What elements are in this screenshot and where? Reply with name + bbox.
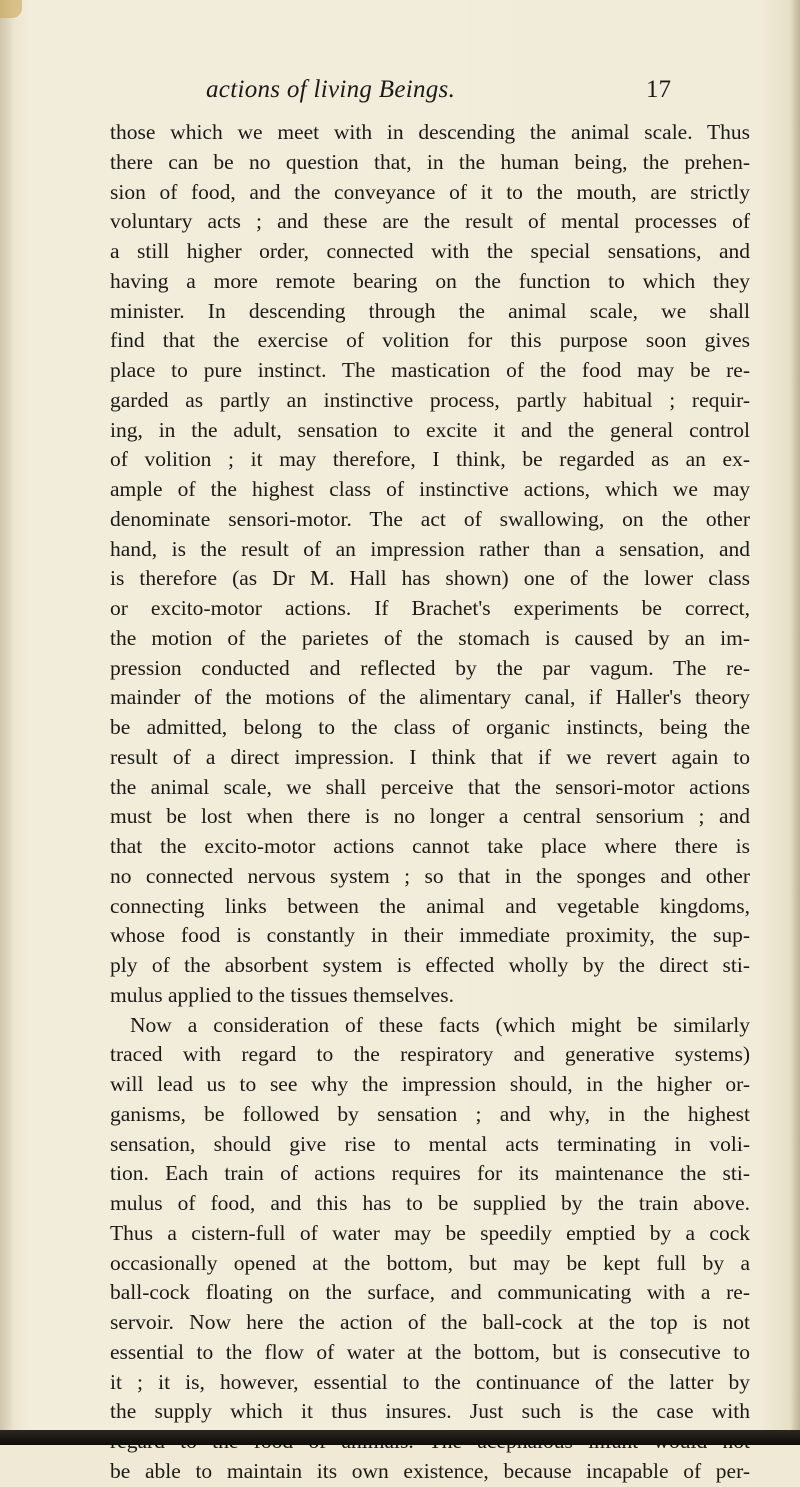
text-line: must be lost when there is no longer a central sensorium ; and (110, 804, 750, 829)
text-line: ample of the highest class of instinctive actions, which we may (110, 477, 750, 501)
text-line: pression conducted and reflected by the par vagum. The re- (110, 655, 750, 680)
text-line: servoir. Now here the action of the ball-cock at the top is not (110, 1310, 750, 1334)
text-line: it ; it is, however, essential to the continuance of the latter by (110, 1369, 750, 1394)
text-line: connecting links between the animal and vegetable kingdoms, (110, 893, 750, 918)
text-line: Thus a cistern-full of water may be speedily emptied by a cock (110, 1220, 750, 1245)
page-edge (790, 0, 800, 1445)
text-line: that the excito-motor actions cannot take place where there is (110, 834, 750, 858)
text-line: of volition ; it may therefore, I think, be regarded as an ex- (110, 447, 750, 472)
text-line: occasionally opened at the bottom, but may be kept full by a (110, 1250, 750, 1275)
text-line: minister. In descending through the animal scale, we shall (110, 298, 750, 323)
text-line: mainder of the motions of the alimentary canal, if Haller's theory (110, 685, 750, 710)
text-line: be able to maintain its own existence, because incapable of per- (110, 1458, 750, 1483)
text-line: essential to the flow of water at the bottom, but is consecutive to (110, 1339, 750, 1364)
text-line: traced with regard to the respiratory and generative systems) (110, 1042, 750, 1067)
text-line: sion of food, and the conveyance of it to the mouth, are strictly (110, 179, 750, 204)
text-line: place to pure instinct. The mastication of the food may be re- (110, 358, 750, 382)
text-line: denominate sensori-motor. The act of swallowing, on the other (110, 506, 750, 531)
page-number: 17 (646, 76, 671, 103)
text-line: mulus applied to the tissues themselves. (110, 982, 454, 1007)
text-line: whose food is constantly in their immediate proximity, the sup- (110, 923, 750, 948)
running-head (0, 70, 800, 110)
text-line: ball-cock floating on the surface, and communicating with a re- (110, 1280, 750, 1305)
running-title: actions of living Beings. (206, 76, 456, 103)
binding-shadow (0, 0, 14, 1445)
text-line: will lead us to see why the impression should, in the higher or- (110, 1072, 750, 1096)
text-line: result of a direct impression. I think that if we revert again to (110, 744, 750, 769)
text-line: tion. Each train of actions requires for its maintenance the sti- (110, 1161, 750, 1186)
text-line: is therefore (as Dr M. Hall has shown) one of the lower class (110, 566, 750, 591)
text-line: the motion of the parietes of the stomach is caused by an im- (110, 625, 750, 650)
text-line: or excito-motor actions. If Brachet's experiments be correct, (110, 596, 750, 620)
text-line: ganisms, be followed by sensation ; and why, in the highest (110, 1101, 750, 1126)
scan-bottom-edge (0, 1430, 800, 1445)
text-line: ply of the absorbent system is effected wholly by the direct sti- (110, 953, 750, 977)
text-line: no connected nervous system ; so that in the sponges and other (110, 863, 750, 888)
text-line: be admitted, belong to the class of organic instincts, being the (110, 715, 750, 739)
text-line: sensation, should give rise to mental acts terminating in voli- (110, 1131, 750, 1156)
page-corner-stain (0, 0, 22, 18)
text-line: there can be no question that, in the human being, the prehen- (110, 149, 750, 174)
text-line: a still higher order, connected with the special sensations, and (110, 239, 750, 263)
text-line: the supply which it thus insures. Just such is the case with (110, 1399, 750, 1424)
text-line: voluntary acts ; and these are the result of mental processes of (110, 209, 750, 234)
text-line: those which we meet with in descending the animal scale. Thus (110, 120, 750, 144)
text-line: mulus of food, and this has to be supplied by the train above. (110, 1191, 750, 1215)
text-line: garded as partly an instinctive process, partly habitual ; requir- (110, 387, 750, 412)
text-line: find that the exercise of volition for this purpose soon gives (110, 328, 750, 353)
text-line: ing, in the adult, sensation to excite it and the general control (110, 417, 750, 442)
text-line: hand, is the result of an impression rather than a sensation, and (110, 536, 750, 561)
text-line: Now a consideration of these facts (which might be similarly (130, 1012, 750, 1037)
text-line: the animal scale, we shall perceive that the sensori-motor actions (110, 774, 750, 799)
body-text (110, 118, 750, 1487)
text-line: having a more remote bearing on the function to which they (110, 268, 750, 293)
